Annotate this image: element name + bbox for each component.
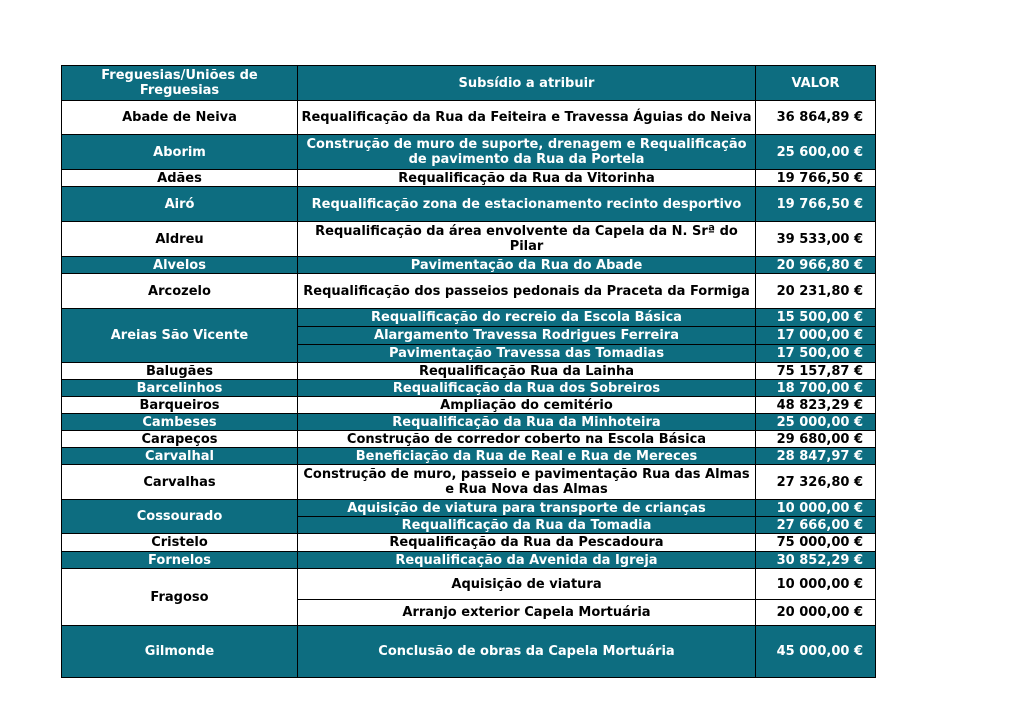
value-cell: 15 500,00 €	[756, 309, 876, 327]
parish-cell: Fragoso	[62, 569, 298, 626]
table-row	[62, 187, 876, 222]
value-cell: 20 000,00 €	[756, 600, 876, 626]
subsidy-table	[61, 65, 876, 678]
parish-cell: Carapeços	[62, 431, 298, 448]
value-cell: 45 000,00 €	[756, 626, 876, 678]
parish-cell: Fornelos	[62, 552, 298, 569]
subsidy-cell: Pavimentação da Rua do Abade	[298, 257, 756, 274]
value-cell: 20 966,80 €	[756, 257, 876, 274]
parish-cell: Alvelos	[62, 257, 298, 274]
value-cell: 75 157,87 €	[756, 363, 876, 380]
table-row	[62, 274, 876, 309]
value-cell: 10 000,00 €	[756, 500, 876, 517]
value-cell: 27 326,80 €	[756, 465, 876, 500]
table-row	[62, 500, 876, 517]
subsidy-cell: Requalificação da Rua da Feiteira e Travessa Águias do Neiva	[298, 101, 756, 135]
subsidy-cell: Arranjo exterior Capela Mortuária	[298, 600, 756, 626]
table-row	[62, 552, 876, 569]
subsidy-cell: Construção de muro de suporte, drenagem e Requalificação de pavimento da Rua da Portela	[298, 135, 756, 170]
table-row	[62, 534, 876, 552]
value-cell: 29 680,00 €	[756, 431, 876, 448]
value-cell: 75 000,00 €	[756, 534, 876, 552]
value-cell: 10 000,00 €	[756, 569, 876, 600]
parish-cell: Adães	[62, 170, 298, 187]
subsidy-cell: Requalificação zona de estacionamento recinto desportivo	[298, 187, 756, 222]
parish-cell: Aldreu	[62, 222, 298, 257]
value-cell: 25 000,00 €	[756, 414, 876, 431]
subsidy-cell: Beneficiação da Rua de Real e Rua de Mereces	[298, 448, 756, 465]
subsidy-cell: Requalificação da Rua da Vitorinha	[298, 170, 756, 187]
subsidy-cell: Requalificação da Avenida da Igreja	[298, 552, 756, 569]
table-row	[62, 101, 876, 135]
value-cell: 19 766,50 €	[756, 187, 876, 222]
value-cell: 20 231,80 €	[756, 274, 876, 309]
parish-cell: Barqueiros	[62, 397, 298, 414]
value-cell: 17 000,00 €	[756, 327, 876, 345]
parish-cell: Abade de Neiva	[62, 101, 298, 135]
parish-cell: Gilmonde	[62, 626, 298, 678]
parish-cell: Airó	[62, 187, 298, 222]
value-cell: 25 600,00 €	[756, 135, 876, 170]
subsidy-cell: Requalificação do recreio da Escola Básica	[298, 309, 756, 327]
parish-cell: Carvalhal	[62, 448, 298, 465]
subsidy-cell: Alargamento Travessa Rodrigues Ferreira	[298, 327, 756, 345]
table-row	[62, 135, 876, 170]
table-row	[62, 626, 876, 678]
header-parishes: Freguesias/Uniões de Freguesias	[62, 66, 298, 101]
table-header-row	[62, 66, 876, 101]
value-cell: 27 666,00 €	[756, 517, 876, 534]
subsidy-cell: Ampliação do cemitério	[298, 397, 756, 414]
parish-cell: Cossourado	[62, 500, 298, 534]
parish-cell: Cristelo	[62, 534, 298, 552]
subsidy-cell: Requalificação da Rua da Tomadia	[298, 517, 756, 534]
parish-cell: Aborim	[62, 135, 298, 170]
value-cell: 39 533,00 €	[756, 222, 876, 257]
header-subsidy: Subsídio a atribuir	[298, 66, 756, 101]
table-row	[62, 170, 876, 187]
subsidy-cell: Requalificação da Rua da Minhoteira	[298, 414, 756, 431]
table-row	[62, 569, 876, 600]
header-value: VALOR	[756, 66, 876, 101]
table-row	[62, 363, 876, 380]
subsidy-cell: Requalificação da área envolvente da Capela da N. Srª do Pilar	[298, 222, 756, 257]
subsidy-cell: Requalificação da Rua dos Sobreiros	[298, 380, 756, 397]
subsidy-cell: Aquisição de viatura para transporte de crianças	[298, 500, 756, 517]
table-row	[62, 431, 876, 448]
value-cell: 28 847,97 €	[756, 448, 876, 465]
table-row	[62, 222, 876, 257]
table-row	[62, 380, 876, 397]
table-row	[62, 465, 876, 500]
parish-cell: Barcelinhos	[62, 380, 298, 397]
subsidy-cell: Construção de muro, passeio e pavimentação Rua das Almas e Rua Nova das Almas	[298, 465, 756, 500]
subsidy-cell: Requalificação da Rua da Pescadoura	[298, 534, 756, 552]
table-row	[62, 414, 876, 431]
value-cell: 48 823,29 €	[756, 397, 876, 414]
parish-cell: Carvalhas	[62, 465, 298, 500]
value-cell: 19 766,50 €	[756, 170, 876, 187]
subsidy-cell: Requalificação dos passeios pedonais da Praceta da Formiga	[298, 274, 756, 309]
parish-cell: Balugães	[62, 363, 298, 380]
value-cell: 17 500,00 €	[756, 345, 876, 363]
value-cell: 30 852,29 €	[756, 552, 876, 569]
subsidy-cell: Pavimentação Travessa das Tomadias	[298, 345, 756, 363]
table-row	[62, 448, 876, 465]
parish-cell: Arcozelo	[62, 274, 298, 309]
subsidy-cell: Requalificação Rua da Lainha	[298, 363, 756, 380]
parish-cell: Cambeses	[62, 414, 298, 431]
value-cell: 18 700,00 €	[756, 380, 876, 397]
value-cell: 36 864,89 €	[756, 101, 876, 135]
subsidy-cell: Conclusão de obras da Capela Mortuária	[298, 626, 756, 678]
subsidy-cell: Construção de corredor coberto na Escola Básica	[298, 431, 756, 448]
parish-cell: Areias São Vicente	[62, 309, 298, 363]
table-row	[62, 309, 876, 327]
table-row	[62, 397, 876, 414]
table-row	[62, 257, 876, 274]
subsidy-cell: Aquisição de viatura	[298, 569, 756, 600]
